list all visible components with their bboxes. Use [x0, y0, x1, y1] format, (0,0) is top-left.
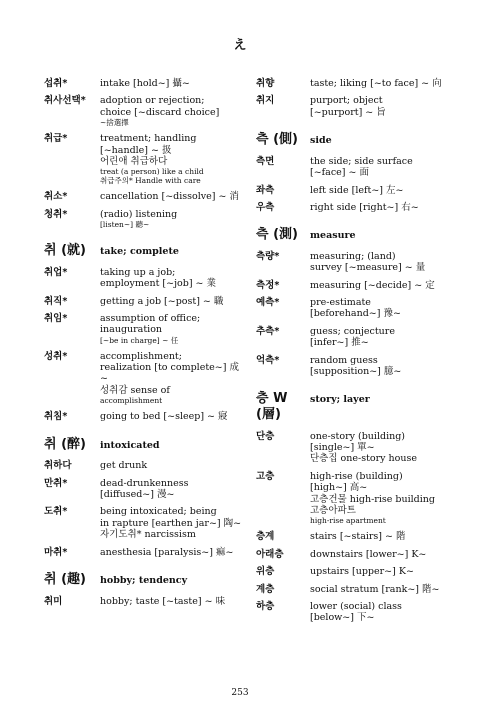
- definition-line: [~handle] ~ 扱: [100, 144, 172, 156]
- section-heading: [44, 437, 246, 453]
- section-headword: 측 (側): [256, 132, 298, 148]
- definition-line: upstairs [upper~] K~: [310, 566, 414, 578]
- dictionary-entry: [44, 296, 246, 307]
- dictionary-entry: [44, 133, 246, 185]
- dictionary-entry: [256, 280, 446, 291]
- definition-line: [diffused~] 漫~: [100, 489, 175, 500]
- definition-note: accomplishment: [100, 396, 163, 406]
- entry-headword: 아래층: [256, 548, 284, 560]
- entry-headword: 취업*: [44, 266, 68, 278]
- definition-line: treatment; handling: [100, 133, 197, 145]
- definition-line: stairs [~stairs] ~ 階: [310, 531, 406, 543]
- definition-line: purport; object: [310, 95, 383, 107]
- entry-definition: [100, 596, 246, 607]
- dictionary-entry: [44, 209, 246, 229]
- definition-line: survey [~measure] ~ 量: [310, 262, 426, 274]
- entry-definition: [100, 351, 246, 406]
- definition-line: 자기도취* narcissism: [100, 529, 196, 541]
- definition-line: in rapture [earthen jar~] 陶~: [100, 517, 242, 529]
- entry-headword: 추측*: [256, 325, 280, 337]
- dictionary-entry: [256, 156, 446, 179]
- entry-headword: 취침*: [44, 411, 68, 423]
- definition-line: left side [left~] 左~: [310, 184, 404, 196]
- definition-line: 어린애 취급하다: [100, 155, 168, 167]
- entry-headword: 취하다: [44, 460, 72, 472]
- entry-headword: 계층: [256, 583, 275, 595]
- entry-headword: 층계: [256, 531, 275, 543]
- dictionary-entry: [44, 313, 246, 345]
- definition-note: high-rise apartment: [310, 516, 386, 526]
- definition-line: right side [right~] 右~: [310, 201, 419, 213]
- entry-definition: [100, 313, 246, 345]
- entry-definition: [310, 431, 446, 465]
- entry-headword: 취직*: [44, 295, 68, 307]
- section-headword: 취 (趣): [44, 571, 86, 587]
- definition-line: [single~] 單~: [310, 442, 375, 454]
- dictionary-entry: [44, 267, 246, 290]
- definition-line: the side; side surface: [310, 155, 413, 167]
- definition-line: [beforehand~] 豫~: [310, 308, 401, 320]
- dictionary-entry: [44, 460, 246, 471]
- definition-line: taking up a job;: [100, 266, 176, 278]
- entry-definition: [310, 156, 446, 179]
- dictionary-entry: [44, 506, 246, 540]
- entry-headword: 성취*: [44, 350, 68, 362]
- entry-definition: [100, 78, 246, 89]
- section-title: hobby; tendency: [100, 574, 188, 586]
- section-title: take; complete: [100, 246, 179, 258]
- section-heading: [44, 243, 246, 259]
- entry-definition: [310, 326, 446, 349]
- definition-line: realization [to complete~] 成~: [100, 362, 239, 385]
- definition-line: taste; liking [~to face] ~ 向: [310, 78, 442, 89]
- entry-definition: [310, 355, 446, 378]
- entry-definition: [100, 296, 246, 307]
- entry-definition: [100, 267, 246, 290]
- dictionary-entry: [44, 78, 246, 89]
- entry-headword: 억측*: [256, 354, 280, 366]
- section-headword: 층 W (層): [256, 391, 288, 423]
- section-title: side: [310, 135, 332, 147]
- entry-headword: 측면: [256, 155, 275, 167]
- entry-headword: 취지: [256, 95, 275, 107]
- definition-line: [below~] 下~: [310, 612, 375, 624]
- dictionary-entry: [256, 95, 446, 118]
- definition-note: [~be in charge] ~ 任: [100, 335, 179, 345]
- entry-headword: 취사선택*: [44, 95, 86, 107]
- entry-definition: [100, 506, 246, 540]
- section-headword: 취 (就): [44, 243, 86, 259]
- definition-line: [~face] ~ 面: [310, 167, 369, 179]
- definition-line: [~purport] ~ 旨: [310, 106, 386, 118]
- entry-definition: [310, 280, 446, 291]
- dictionary-entry: [256, 326, 446, 349]
- definition-line: get drunk: [100, 460, 148, 472]
- dictionary-entry: [256, 185, 446, 196]
- entry-headword: 우측: [256, 201, 275, 213]
- entry-definition: [310, 202, 446, 213]
- entry-headword: 취임*: [44, 312, 68, 324]
- entry-definition: [100, 95, 246, 127]
- entry-definition: [100, 478, 246, 501]
- section-heading: [256, 391, 446, 422]
- entry-headword: 취급*: [44, 133, 68, 145]
- entry-definition: [310, 566, 446, 577]
- definition-line: [supposition~] 臆~: [310, 366, 402, 378]
- dictionary-entry: [44, 547, 246, 558]
- entry-headword: 고층: [256, 470, 275, 482]
- entry-definition: [310, 531, 446, 542]
- definition-line: cancellation [~dissolve] ~ 消: [100, 191, 239, 203]
- entry-headword: 측정*: [256, 279, 280, 291]
- definition-line: dead-drunkenness: [100, 477, 189, 489]
- entry-headword: 취향: [256, 78, 275, 89]
- definition-note: treat (a person) like a child: [100, 167, 204, 177]
- definition-line: assumption of office;: [100, 312, 201, 324]
- definition-line: 성취감 sense of: [100, 384, 170, 396]
- definition-line: social stratum [rank~] 階~: [310, 583, 440, 595]
- dictionary-entry: [256, 584, 446, 595]
- dictionary-entry: [256, 566, 446, 577]
- right-column: [256, 78, 446, 630]
- entry-definition: [310, 95, 446, 118]
- entry-headword: 예측*: [256, 297, 280, 309]
- section-heading: [256, 132, 446, 148]
- page-number: 253: [231, 688, 249, 698]
- definition-line: hobby; taste [~taste] ~ 味: [100, 595, 226, 607]
- entry-definition: [310, 549, 446, 560]
- definition-line: going to bed [~sleep] ~ 寢: [100, 411, 228, 423]
- page-header: え: [233, 38, 247, 53]
- entry-definition: [310, 185, 446, 196]
- definition-line: (radio) listening: [100, 208, 178, 220]
- entry-definition: [310, 78, 446, 89]
- entry-definition: [100, 209, 246, 229]
- definition-line: guess; conjecture: [310, 325, 395, 337]
- definition-line: one-story (building): [310, 430, 406, 442]
- section-title: story; layer: [310, 394, 370, 406]
- definition-note: [listen~] 聽~: [100, 220, 150, 230]
- dictionary-entry: [256, 471, 446, 526]
- definition-line: being intoxicated; being: [100, 506, 217, 518]
- entry-definition: [100, 191, 246, 202]
- entry-headword: 취미: [44, 595, 63, 607]
- left-column: [44, 78, 246, 613]
- definition-line: adoption or rejection;: [100, 95, 205, 107]
- dictionary-entry: [256, 601, 446, 624]
- entry-headword: 마취*: [44, 546, 68, 558]
- entry-headword: 청취*: [44, 208, 68, 220]
- definition-line: 고층건물 high-rise building: [310, 493, 435, 505]
- dictionary-entry: [44, 191, 246, 202]
- entry-definition: [100, 460, 246, 471]
- dictionary-entry: [44, 411, 246, 422]
- entry-definition: [310, 584, 446, 595]
- definition-note: 취급주의* Handle with care: [100, 176, 201, 186]
- dictionary-entry: [44, 351, 246, 406]
- dictionary-entry: [256, 251, 446, 274]
- section-heading: [44, 572, 246, 588]
- entry-headword: 위층: [256, 566, 275, 578]
- entry-definition: [310, 251, 446, 274]
- dictionary-entry: [256, 202, 446, 213]
- entry-headword: 측량*: [256, 250, 280, 262]
- definition-line: employment [~job] ~ 業: [100, 278, 217, 290]
- entry-definition: [310, 471, 446, 526]
- entry-definition: [310, 601, 446, 624]
- definition-line: [infer~] 推~: [310, 337, 369, 349]
- definition-line: lower (social) class: [310, 600, 402, 612]
- definition-line: 단층집 one-story house: [310, 453, 418, 465]
- definition-line: [high~] 高~: [310, 482, 368, 494]
- dictionary-entry: [44, 596, 246, 607]
- definition-line: downstairs [lower~] K~: [310, 548, 427, 560]
- definition-line: getting a job [~post] ~ 職: [100, 295, 224, 307]
- entry-headword: 하층: [256, 600, 275, 612]
- entry-definition: [100, 547, 246, 558]
- definition-line: anesthesia [paralysis~] 痲~: [100, 546, 234, 558]
- section-headword: 취 (醉): [44, 436, 86, 452]
- dictionary-entry: [44, 95, 246, 127]
- section-title: measure: [310, 230, 356, 242]
- section-heading: [256, 227, 446, 243]
- dictionary-entry: [44, 478, 246, 501]
- definition-line: 고층아파트: [310, 504, 356, 516]
- entry-headword: 좌측: [256, 184, 275, 196]
- definition-line: intake [hold~] 攝~: [100, 78, 190, 89]
- dictionary-entry: [256, 531, 446, 542]
- dictionary-entry: [256, 78, 446, 89]
- definition-line: measuring; (land): [310, 250, 396, 262]
- definition-line: measuring [~decide] ~ 定: [310, 279, 435, 291]
- definition-line: high-rise (building): [310, 470, 403, 482]
- dictionary-entry: [256, 297, 446, 320]
- entry-definition: [100, 133, 246, 185]
- entry-definition: [100, 411, 246, 422]
- section-title: intoxicated: [100, 439, 160, 451]
- definition-line: pre-estimate: [310, 297, 371, 309]
- definition-note: ~捨選擇: [100, 118, 129, 128]
- entry-headword: 단층: [256, 430, 275, 442]
- definition-line: random guess: [310, 354, 378, 366]
- dictionary-entry: [256, 355, 446, 378]
- entry-headword: 만취*: [44, 477, 68, 489]
- definition-line: inauguration: [100, 324, 163, 336]
- section-headword: 측 (測): [256, 227, 298, 243]
- entry-headword: 취소*: [44, 191, 68, 203]
- entry-headword: 섭취*: [44, 78, 68, 89]
- definition-line: choice [~discard choice]: [100, 106, 220, 118]
- entry-headword: 도취*: [44, 506, 68, 518]
- dictionary-entry: [256, 431, 446, 465]
- entry-definition: [310, 297, 446, 320]
- definition-line: accomplishment;: [100, 350, 182, 362]
- dictionary-entry: [256, 549, 446, 560]
